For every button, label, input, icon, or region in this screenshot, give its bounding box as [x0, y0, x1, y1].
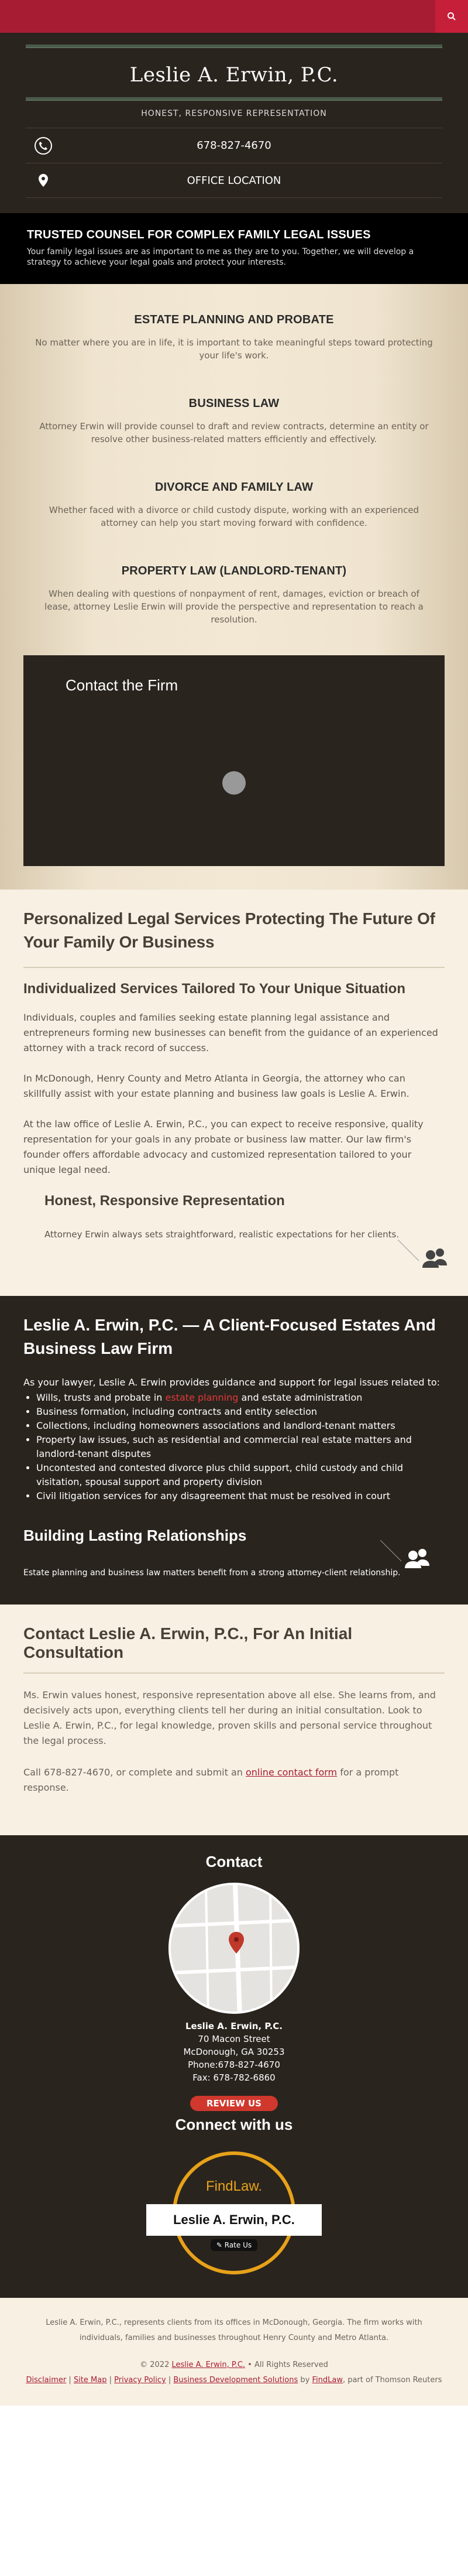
top-bar [0, 0, 468, 33]
call-text-pre: Call 678-827-4670, or complete and submit an [23, 1767, 246, 1778]
services-list [23, 1391, 445, 1503]
relationships-heading: Building Lasting Relationships [23, 1527, 247, 1544]
disclaimer-text: Leslie A. Erwin, P.C., represents clients from its offices in McDonough, Georgia. The firm works with individuals, families and businesses throughout Henry County and Metro Atlanta. [46, 2318, 422, 2342]
connect-title: Connect with us [175, 2116, 293, 2133]
address-block [23, 2020, 445, 2084]
trusted-title: TRUSTED COUNSEL FOR COMPLEX FAMILY LEGAL ISSUES [27, 228, 371, 241]
review-us-button[interactable]: REVIEW US [190, 2096, 278, 2111]
findlaw-logo: FindLaw. [205, 2178, 263, 2194]
list-item [36, 1391, 445, 1405]
copyright-pre: © 2022 [140, 2361, 172, 2369]
list-item: • Property law issues, such as residential and commercial real estate matters and landlord-tenant disputes [36, 1433, 445, 1461]
practice-area-text: No matter where you are in life, it is important to take meaningful steps toward protecting your life's work. [35, 337, 433, 361]
loading-spinner [222, 771, 246, 795]
search-icon [447, 12, 456, 21]
street: 70 Macon Street [198, 2034, 270, 2044]
divider [23, 1672, 445, 1674]
firm-name[interactable]: Leslie A. Erwin, P.C. [129, 63, 339, 87]
list-item: • Uncontested and contested divorce plus child support, child custody and child visitation, spousal support and property division [36, 1461, 445, 1489]
city: McDonough, GA 30253 [183, 2047, 285, 2057]
contact-title: Contact [205, 1853, 263, 1870]
office-location-link[interactable]: OFFICE LOCATION [187, 174, 281, 187]
rate-us-label: Rate Us [224, 2241, 252, 2249]
divider [23, 967, 445, 968]
tagline: HONEST, RESPONSIVE REPRESENTATION [141, 109, 327, 118]
call-text [23, 1765, 445, 1795]
relationships-text: Estate planning and business law matters benefit from a strong attorney-client relationship. [23, 1568, 401, 1578]
sub-heading: Individualized Services Tailored To Your Unique Situation [23, 981, 405, 997]
by-text: by [300, 2376, 310, 2385]
list-item-text: and estate administration [238, 1392, 363, 1403]
rate-us-button[interactable]: ✎ Rate Us [211, 2239, 257, 2251]
footer-fax: Fax: 678-782-6860 [192, 2072, 276, 2083]
phone-number[interactable]: 678-827-4670 [197, 139, 271, 152]
call-text-post: for a prompt response. [23, 1767, 399, 1793]
practice-area-property[interactable] [23, 565, 445, 626]
copyright [23, 2358, 445, 2373]
practice-area-business[interactable] [23, 397, 445, 446]
contact-form-title: Contact the Firm [66, 676, 178, 694]
main-heading: Personalized Legal Services Protecting The Future Of Your Family Or Business [23, 909, 435, 951]
practice-area-title[interactable]: PROPERTY LAW (LANDLORD-TENANT) [121, 565, 347, 577]
site-header [0, 33, 468, 213]
quote-title: Honest, Responsive Representation [44, 1193, 285, 1209]
copyright-link[interactable]: Leslie A. Erwin, P.C. [171, 2361, 246, 2369]
list-item-text: Wills, trusts and probate in [36, 1392, 166, 1403]
footer-phone[interactable]: Phone:678-827-4670 [188, 2060, 280, 2070]
location-row[interactable] [26, 163, 442, 198]
quote-block [44, 1193, 445, 1275]
contact-form-link[interactable]: online contact form [245, 1767, 338, 1778]
thomson-reuters-text: , part of Thomson Reuters [342, 2376, 442, 2385]
consultation-section [0, 1605, 468, 1835]
overview-heading: Leslie A. Erwin, P.C. — A Client-Focused Estates And Business Law Firm [23, 1316, 436, 1357]
header-divider [26, 97, 442, 101]
paragraph: In McDonough, Henry County and Metro Atlanta in Georgia, the attorney who can skillfully assist with your estate planning and business law goals is Leslie A. Erwin. [23, 1073, 410, 1099]
trusted-counsel-banner [0, 213, 468, 284]
findlaw-link[interactable]: FindLaw [312, 2376, 343, 2385]
privacy-policy-link[interactable]: Privacy Policy [114, 2376, 166, 2385]
findlaw-badge[interactable] [146, 2151, 322, 2274]
practice-area-family[interactable] [23, 481, 445, 529]
estate-planning-link[interactable]: estate planning [165, 1392, 239, 1403]
quote-text: Attorney Erwin always sets straightforward, realistic expectations for her clients. [44, 1229, 400, 1240]
practice-areas-section [0, 284, 468, 890]
header-divider [26, 45, 442, 48]
footer-firm-name: Leslie A. Erwin, P.C. [185, 2021, 283, 2031]
list-item: • Business formation, including contracts and entity selection [36, 1405, 445, 1419]
practice-area-title[interactable]: ESTATE PLANNING AND PROBATE [134, 313, 334, 326]
paragraph: At the law office of Leslie A. Erwin, P.C., you can expect to receive responsive, quality representation for your goals in any probate or business law matter. Our law firm's founder offers affordable advocacy and customized representation tailored to your unique legal need. [23, 1118, 424, 1175]
consultation-heading: Contact Leslie A. Erwin, P.C., For An Initial Consultation [23, 1624, 353, 1661]
consultation-text: Ms. Erwin values honest, responsive representation above all else. She learns from, and decisively acts upon, everything clients tell her during an initial consultation. Look to Leslie A. Erwin, P.C., for legal knowledge, proven skills and personal service throughout the legal process. [23, 1689, 436, 1746]
firm-overview-section [0, 1296, 468, 1605]
practice-area-text: When dealing with questions of nonpayment of rent, damages, eviction or breach of lease, attorney Leslie Erwin will provide the perspective and representation to reach a resolution. [44, 589, 424, 625]
business-development-link[interactable]: Business Development Solutions [173, 2376, 298, 2385]
office-map[interactable] [168, 1883, 300, 2014]
contact-form-box [23, 655, 445, 866]
search-button[interactable] [435, 0, 468, 33]
phone-icon [26, 136, 61, 155]
list-item: • Collections, including homeowners associations and landlord-tenant matters [36, 1419, 445, 1433]
main-content [0, 890, 468, 1296]
phone-row[interactable] [26, 128, 442, 163]
footer-links: Disclaimer | Site Map | Privacy Policy | Business Development Solutions by FindLaw, part of Thomson Reuters [26, 2376, 442, 2385]
overview-intro: As your lawyer, Leslie A. Erwin provides guidance and support for legal issues related to: [23, 1377, 441, 1388]
copyright-post: • All Rights Reserved [245, 2361, 328, 2369]
practice-area-text: Whether faced with a divorce or child custody dispute, working with an experienced attorney can help you start moving forward with confidence. [49, 505, 419, 528]
practice-area-text: Attorney Erwin will provide counsel to draft and review contracts, determine an entity or resolve other business-related matters efficiently and effectively. [39, 421, 429, 444]
trusted-text: Your family legal issues are as important to me as they are to you. Together, we will develop a strategy to achieve your legal goals and protect your interests. [27, 247, 414, 267]
people-icon [380, 1540, 433, 1575]
footer [0, 1835, 468, 2298]
list-item: • Civil litigation services for any disagreement that must be resolved in court [36, 1489, 445, 1503]
people-icon [398, 1240, 450, 1275]
site-map-link[interactable]: Site Map [73, 2376, 107, 2385]
disclaimer-link[interactable]: Disclaimer [26, 2376, 67, 2385]
practice-area-estate[interactable] [23, 313, 445, 362]
location-pin-icon [26, 174, 61, 187]
practice-area-title[interactable]: BUSINESS LAW [188, 397, 280, 410]
practice-area-title[interactable]: DIVORCE AND FAMILY LAW [154, 481, 314, 494]
findlaw-firm-name: Leslie A. Erwin, P.C. [146, 2204, 322, 2236]
disclaimer-section [0, 2298, 468, 2406]
paragraph: Individuals, couples and families seeking estate planning legal assistance and entrepreneurs forming new businesses can benefit from the guidance of an experienced attorney with a track record of success. [23, 1012, 438, 1053]
